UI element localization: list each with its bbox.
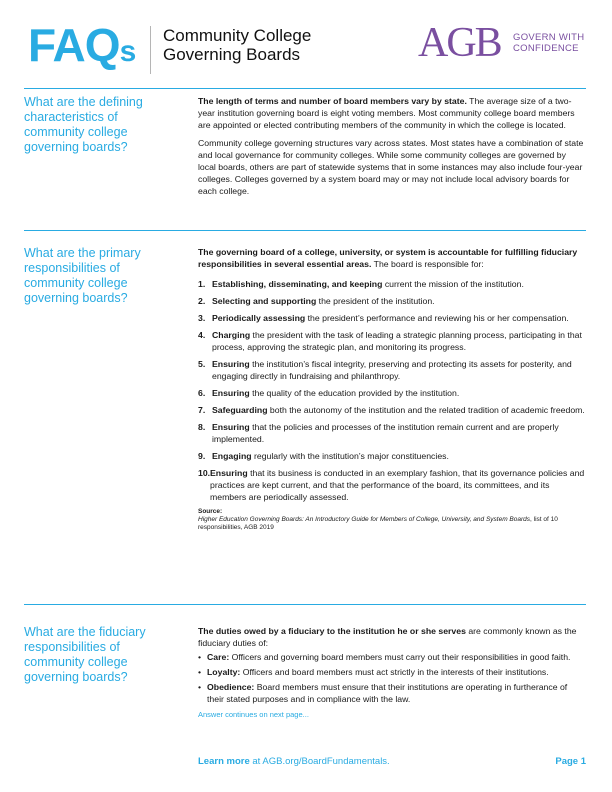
faqs-wordmark xyxy=(28,19,136,71)
list-number: 2. xyxy=(198,296,206,306)
list-number: 4. xyxy=(198,330,206,340)
answer-intro xyxy=(198,246,586,270)
list-item-lead: Establishing, disseminating, and keeping xyxy=(212,279,383,289)
answer-paragraph xyxy=(198,95,586,131)
list-item xyxy=(198,467,586,503)
list-item-lead: Charging xyxy=(212,330,251,340)
answer-lead: The length of terms and number of board members vary by state. xyxy=(198,96,467,106)
list-item xyxy=(198,421,586,445)
list-number: 7. xyxy=(198,405,206,415)
source-citation xyxy=(198,508,586,532)
answer-paragraph: Community college governing structures vary across states. Most states have a combination of state and local governance for community colleges. While some community colleges are governed by local boards, others are part of statewide systems that in some instances may also include four-year colleges. Colleges governed by a system board may or may not include local advisory boards for each college. xyxy=(198,138,584,196)
list-item-text: both the autonomy of the institution and the related tradition of academic freedom. xyxy=(267,405,585,415)
list-item-lead: Ensuring xyxy=(212,422,250,432)
list-item xyxy=(198,312,586,324)
list-number: 3. xyxy=(198,313,206,323)
logo-tag-line-2: CONFIDENCE xyxy=(513,43,579,54)
agb-logo xyxy=(418,22,588,70)
answer-lead: The governing board of a college, university, or system is accountable for fulfilling fiduciary responsibilities in several essential areas. xyxy=(198,247,578,269)
page-number: Page 1 xyxy=(555,756,586,767)
list-item-text: Officers and board members must act strictly in the interests of their institutions. xyxy=(240,667,549,677)
answer-text: are commonly known as the fiduciary duties of: xyxy=(198,626,577,648)
list-item-text: Officers and governing board members must carry out their responsibilities in good faith. xyxy=(229,652,571,662)
answer-body xyxy=(198,625,586,721)
list-number: 5. xyxy=(198,359,206,369)
list-item xyxy=(198,681,586,705)
list-number: 6. xyxy=(198,388,206,398)
list-item-lead: Ensuring xyxy=(212,359,250,369)
list-item xyxy=(198,295,586,307)
source-title: Higher Education Governing Boards: An Introductory Guide for Members of College, University, and System Boards xyxy=(198,516,531,523)
agb-logo-text: AGB xyxy=(418,20,501,66)
title-line-2: Governing Boards xyxy=(163,45,301,64)
source-detail: , list of 10 responsibilities, AGB 2019 xyxy=(198,516,558,531)
question-heading: What are the defining characteristics of community college governing boards? xyxy=(24,95,143,154)
list-item-text: that the policies and processes of the institution remain current and are properly implemented. xyxy=(212,422,559,444)
faqs-small: s xyxy=(119,35,136,68)
responsibilities-list xyxy=(198,278,586,503)
list-item-text: the president with the task of leading a strategic planning process, participating in that process, approving the strategic plan, and monitoring its progress. xyxy=(212,330,582,352)
list-item-lead: Selecting and supporting xyxy=(212,296,317,306)
list-item-lead: Loyalty: xyxy=(207,667,241,677)
faqs-main: FAQ xyxy=(28,19,120,71)
list-item-lead: Obedience: xyxy=(207,682,255,692)
section-divider xyxy=(24,230,586,231)
list-number: 10. xyxy=(198,468,211,478)
list-item xyxy=(198,278,586,290)
list-item xyxy=(198,329,586,353)
answer-body xyxy=(198,246,586,532)
answer-body xyxy=(198,95,586,203)
answer-lead: The duties owed by a fiduciary to the institution he or she serves xyxy=(198,626,466,636)
list-item xyxy=(198,666,586,678)
list-item-text: the president of the institution. xyxy=(316,296,435,306)
source-label: Source: xyxy=(198,508,223,515)
agb-logo-tagline xyxy=(513,32,584,54)
learn-more-link[interactable]: at AGB.org/BoardFundamentals. xyxy=(249,756,390,767)
list-item-lead: Care: xyxy=(207,652,230,662)
fiduciary-duties-list xyxy=(198,651,586,705)
page-header xyxy=(0,0,612,86)
answer-text: The board is responsible for: xyxy=(371,259,484,269)
title-line-1: Community College xyxy=(163,26,312,45)
list-item xyxy=(198,358,586,382)
list-item-text: that its business is conducted in an exemplary fashion, that its governance policies and practices are kept current, and that the performance of the board, its committees, and its members are periodically assessed. xyxy=(210,468,585,502)
list-item xyxy=(198,450,586,462)
list-number: 9. xyxy=(198,451,206,461)
list-item xyxy=(198,387,586,399)
list-item-text: regularly with the institution’s major constituencies. xyxy=(251,451,449,461)
list-item-text: the quality of the education provided by the institution. xyxy=(249,388,460,398)
section-divider xyxy=(24,604,586,605)
list-item-lead: Periodically assessing xyxy=(212,313,306,323)
list-item xyxy=(198,404,586,416)
list-item-lead: Ensuring xyxy=(210,468,248,478)
header-divider xyxy=(150,26,151,74)
list-number: 1. xyxy=(198,279,206,289)
list-item-text: Board members must ensure that their institutions are operating in furtherance of their stated purposes and in compliance with the law. xyxy=(207,682,568,704)
learn-more-label: Learn more xyxy=(198,756,250,767)
answer-text: The average size of a two-year institution governing board is eight voting members. Most community college board members are appointed or elected contributing members of the community in which the college is located. xyxy=(198,96,575,130)
list-item-lead: Engaging xyxy=(212,451,252,461)
answer-intro xyxy=(198,625,586,649)
list-item-text: current the mission of the institution. xyxy=(382,279,524,289)
question-heading: What are the primary responsibilities of community college governing boards? xyxy=(24,246,141,305)
list-item-text: the institution’s fiscal integrity, preserving and protecting its assets for posterity, and engaging directly in fundraising and philanthropy. xyxy=(212,359,572,381)
list-item-lead: Safeguarding xyxy=(212,405,268,415)
logo-tag-line-1: GOVERN WITH xyxy=(513,32,585,43)
list-item xyxy=(198,651,586,663)
page-title xyxy=(163,26,311,64)
list-item-lead: Ensuring xyxy=(212,388,250,398)
continues-note: Answer continues on next page... xyxy=(198,710,309,719)
section-divider xyxy=(24,88,586,89)
list-item-text: the president’s performance and reviewing his or her compensation. xyxy=(305,313,569,323)
question-heading: What are the fiduciary responsibilities of community college governing boards? xyxy=(24,625,146,684)
page-footer xyxy=(198,756,586,770)
list-number: 8. xyxy=(198,422,206,432)
